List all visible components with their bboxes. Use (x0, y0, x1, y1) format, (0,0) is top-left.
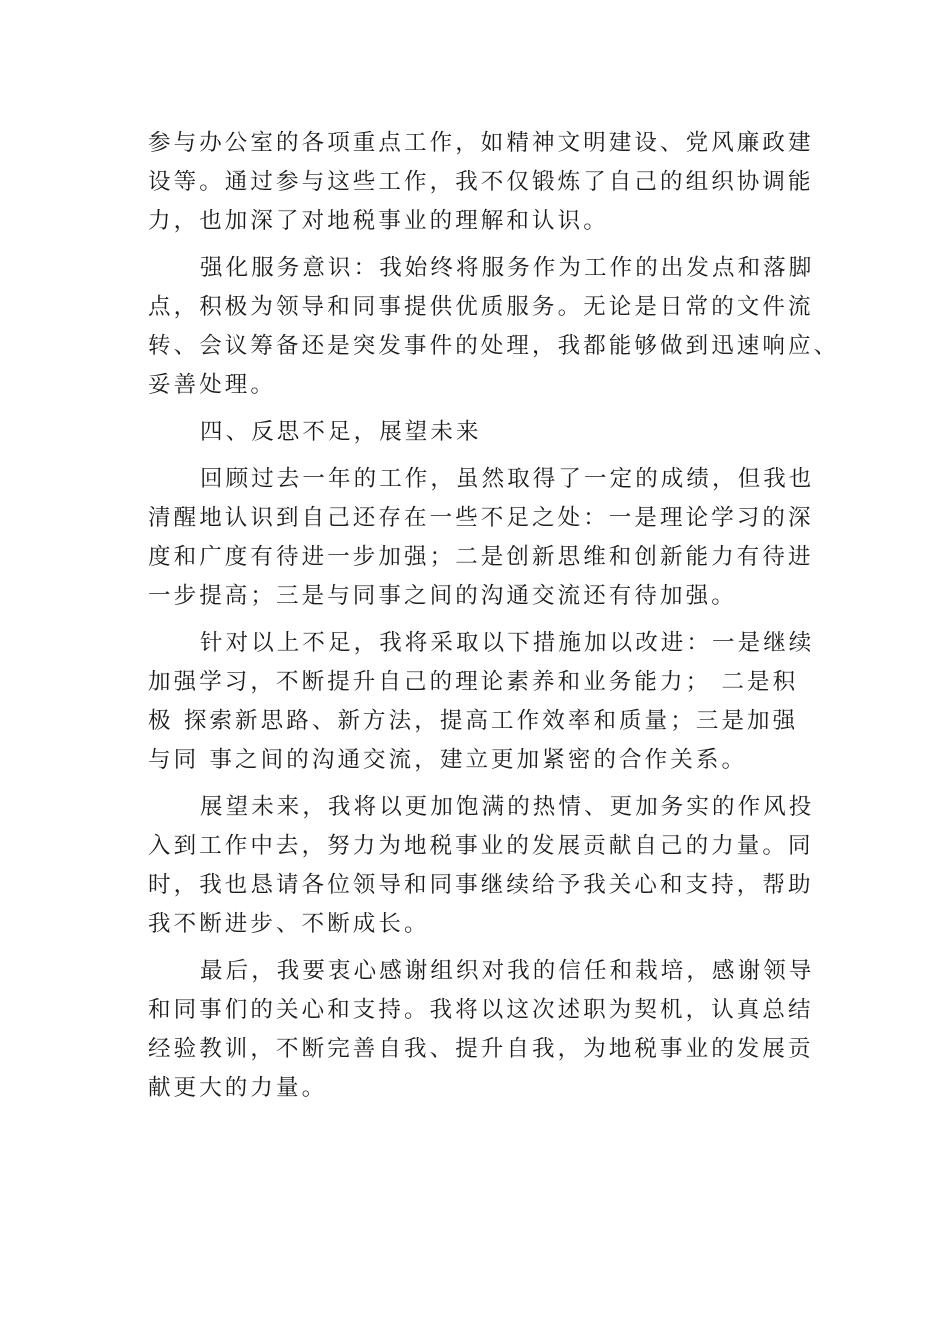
text-line: 我不断进步、不断成长。 (148, 911, 430, 937)
paragraph (148, 249, 840, 405)
text-line: 入到工作中去，努力为地税事业的发展贡献自己的力量。同 (148, 833, 814, 859)
paragraph (148, 952, 815, 1108)
text-line: 力，也加深了对地税事业的理解和认识。 (148, 208, 609, 234)
text-line: 极 探索新思路、新方法，提高工作效率和质量；三是加强 (148, 708, 799, 734)
text-line: 加强学习，不断提升自己的理论素养和业务能力； 二是积 (148, 669, 799, 695)
document-body (148, 124, 840, 1108)
text-line: 参与办公室的各项重点工作，如精神文明建设、党风廉政建 (148, 130, 814, 156)
text-line: 妥善处理。 (148, 372, 277, 398)
text-line: 强化服务意识：我始终将服务作为工作的出发点和落脚 (200, 255, 815, 281)
section-heading (148, 413, 808, 452)
text-line: 针对以上不足，我将采取以下措施加以改进：一是继续 (200, 630, 815, 656)
text-line: 一步提高；三是与同事之间的沟通交流还有待加强。 (148, 583, 737, 609)
text-line: 时，我也恳请各位领导和同事继续给予我关心和支持，帮助 (148, 872, 814, 898)
heading-text: 四、反思不足，展望未来 (200, 419, 482, 445)
text-line: 度和广度有待进一步加强；二是创新思维和创新能力有待进 (148, 544, 814, 570)
paragraph (148, 624, 815, 780)
text-line: 转、会议筹备还是突发事件的处理，我都能够做到迅速响应、 (148, 333, 840, 359)
text-line: 献更大的力量。 (148, 1075, 328, 1101)
text-line: 设等。通过参与这些工作，我不仅锻炼了自己的组织协调能 (148, 169, 814, 195)
text-line: 经验教训，不断完善自我、提升自我，为地税事业的发展贡 (148, 1036, 814, 1062)
text-line: 与同 事之间的沟通交流，建立更加紧密的合作关系。 (148, 747, 748, 773)
paragraph (148, 788, 815, 944)
text-line: 清醒地认识到自己还存在一些不足之处：一是理论学习的深 (148, 505, 814, 531)
text-line: 最后，我要衷心感谢组织对我的信任和栽培，感谢领导 (200, 958, 815, 984)
paragraph (148, 124, 814, 241)
text-line: 展望未来，我将以更加饱满的热情、更加务实的作风投 (200, 794, 815, 820)
text-line: 回顾过去一年的工作，虽然取得了一定的成绩，但我也 (200, 466, 815, 492)
paragraph (148, 460, 815, 616)
text-line: 点，积极为领导和同事提供优质服务。无论是日常的文件流 (148, 294, 814, 320)
text-line: 和同事们的关心和支持。我将以这次述职为契机，认真总结 (148, 997, 814, 1023)
